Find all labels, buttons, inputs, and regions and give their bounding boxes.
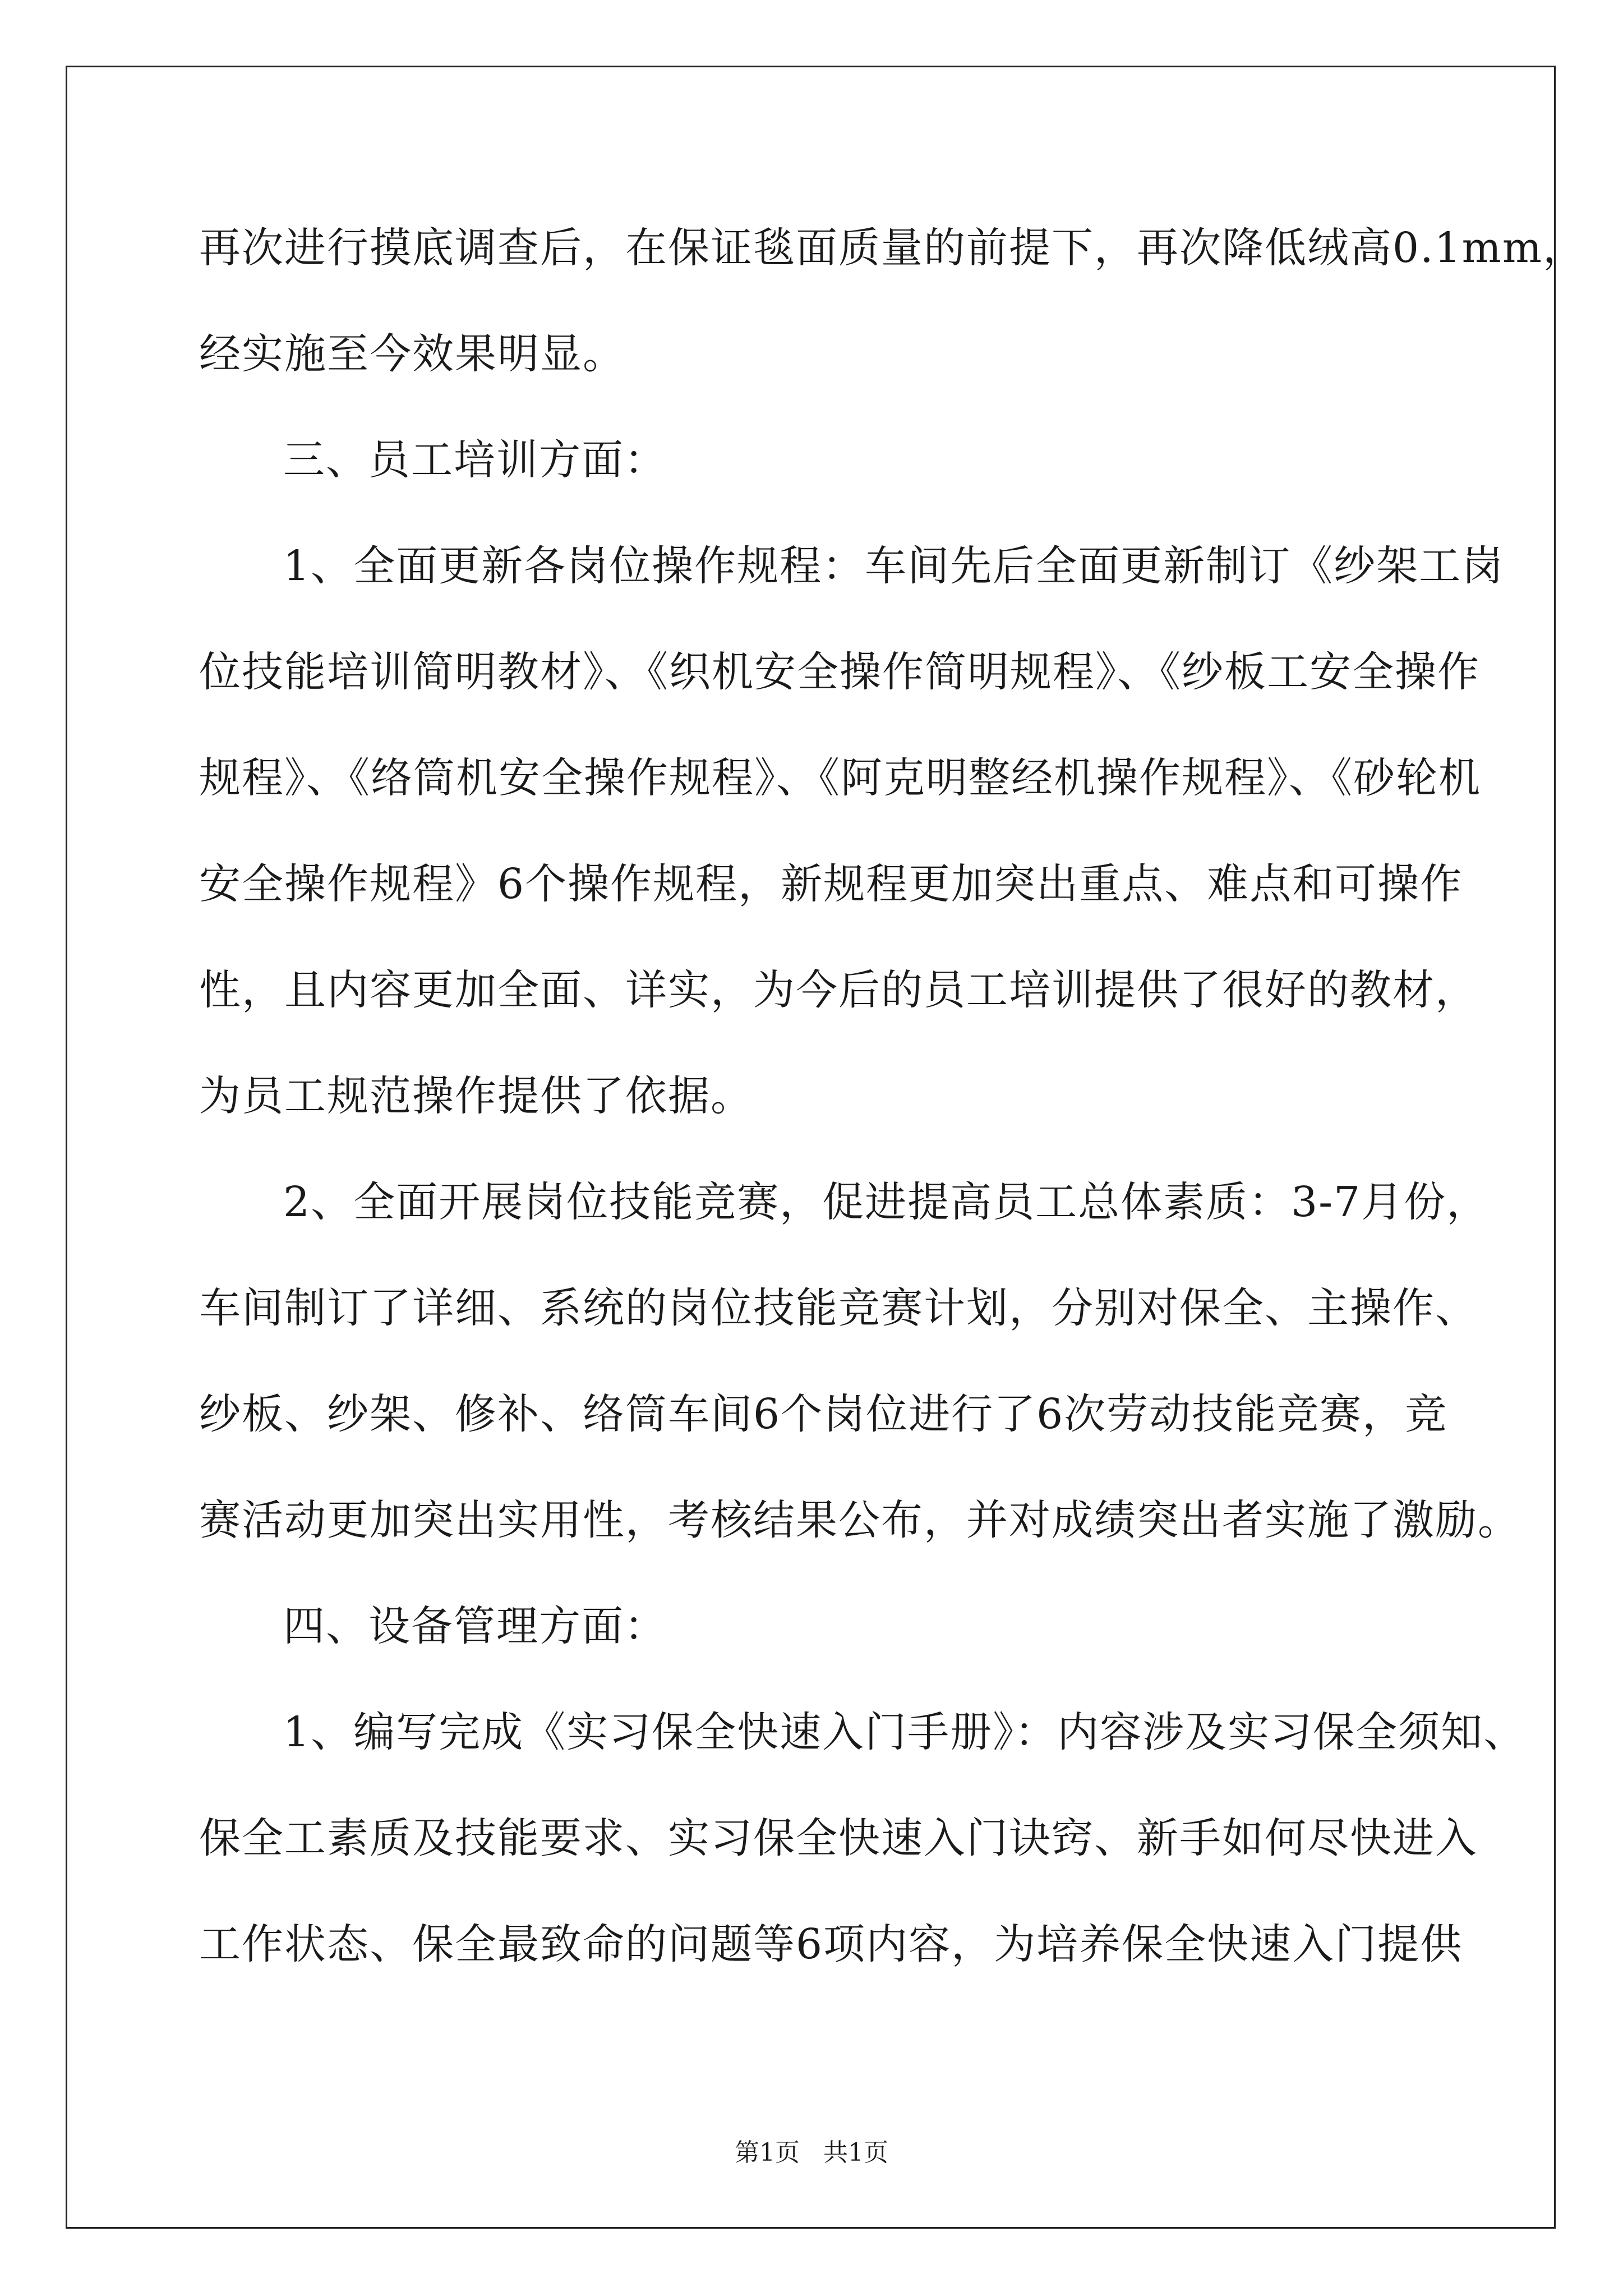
page-frame <box>66 66 1556 2229</box>
body-line-17: 工作状态、保全最致命的问题等6项内容，为培养保全快速入门提供 <box>199 1920 1463 1968</box>
body-line-1: 再次进行摸底调查后，在保证毯面质量的前提下，再次降低绒高0.1mm， <box>199 224 1586 272</box>
body-line-9: 为员工规范操作提供了依据。 <box>199 1072 753 1120</box>
body-line-2: 经实施至今效果明显。 <box>199 330 625 378</box>
body-line-10: 2、全面开展岗位技能竞赛，促进提高员工总体素质：3-7月份， <box>283 1178 1490 1226</box>
section-heading-equipment-management: 四、设备管理方面： <box>283 1602 667 1650</box>
body-line-4: 1、全面更新各岗位操作规程：车间先后全面更新制订《纱架工岗 <box>283 542 1505 590</box>
body-line-11: 车间制订了详细、系统的岗位技能竞赛计划，分别对保全、主操作、 <box>199 1284 1478 1332</box>
body-line-5: 位技能培训简明教材》、《织机安全操作简明规程》、《纱板工安全操作 <box>199 648 1480 696</box>
body-line-13: 赛活动更加突出实用性，考核结果公布，并对成绩突出者实施了激励。 <box>199 1496 1520 1544</box>
body-line-6: 规程》、《络筒机安全操作规程》、《阿克明整经机操作规程》、《砂轮机 <box>199 754 1481 802</box>
body-line-8: 性，且内容更加全面、详实，为今后的员工培训提供了很好的教材， <box>199 966 1478 1014</box>
section-heading-staff-training: 三、员工培训方面： <box>283 436 667 484</box>
page-number-footer: 第1页 共1页 <box>735 2138 888 2167</box>
body-line-15: 1、编写完成《实习保全快速入门手册》：内容涉及实习保全须知、 <box>283 1708 1527 1756</box>
body-line-16: 保全工素质及技能要求、实习保全快速入门诀窍、新手如何尽快进入 <box>199 1814 1478 1862</box>
body-line-7: 安全操作规程》6个操作规程，新规程更加突出重点、难点和可操作 <box>199 860 1463 908</box>
body-line-12: 纱板、纱架、修补、络筒车间6个岗位进行了6次劳动技能竞赛，竞 <box>199 1390 1448 1438</box>
